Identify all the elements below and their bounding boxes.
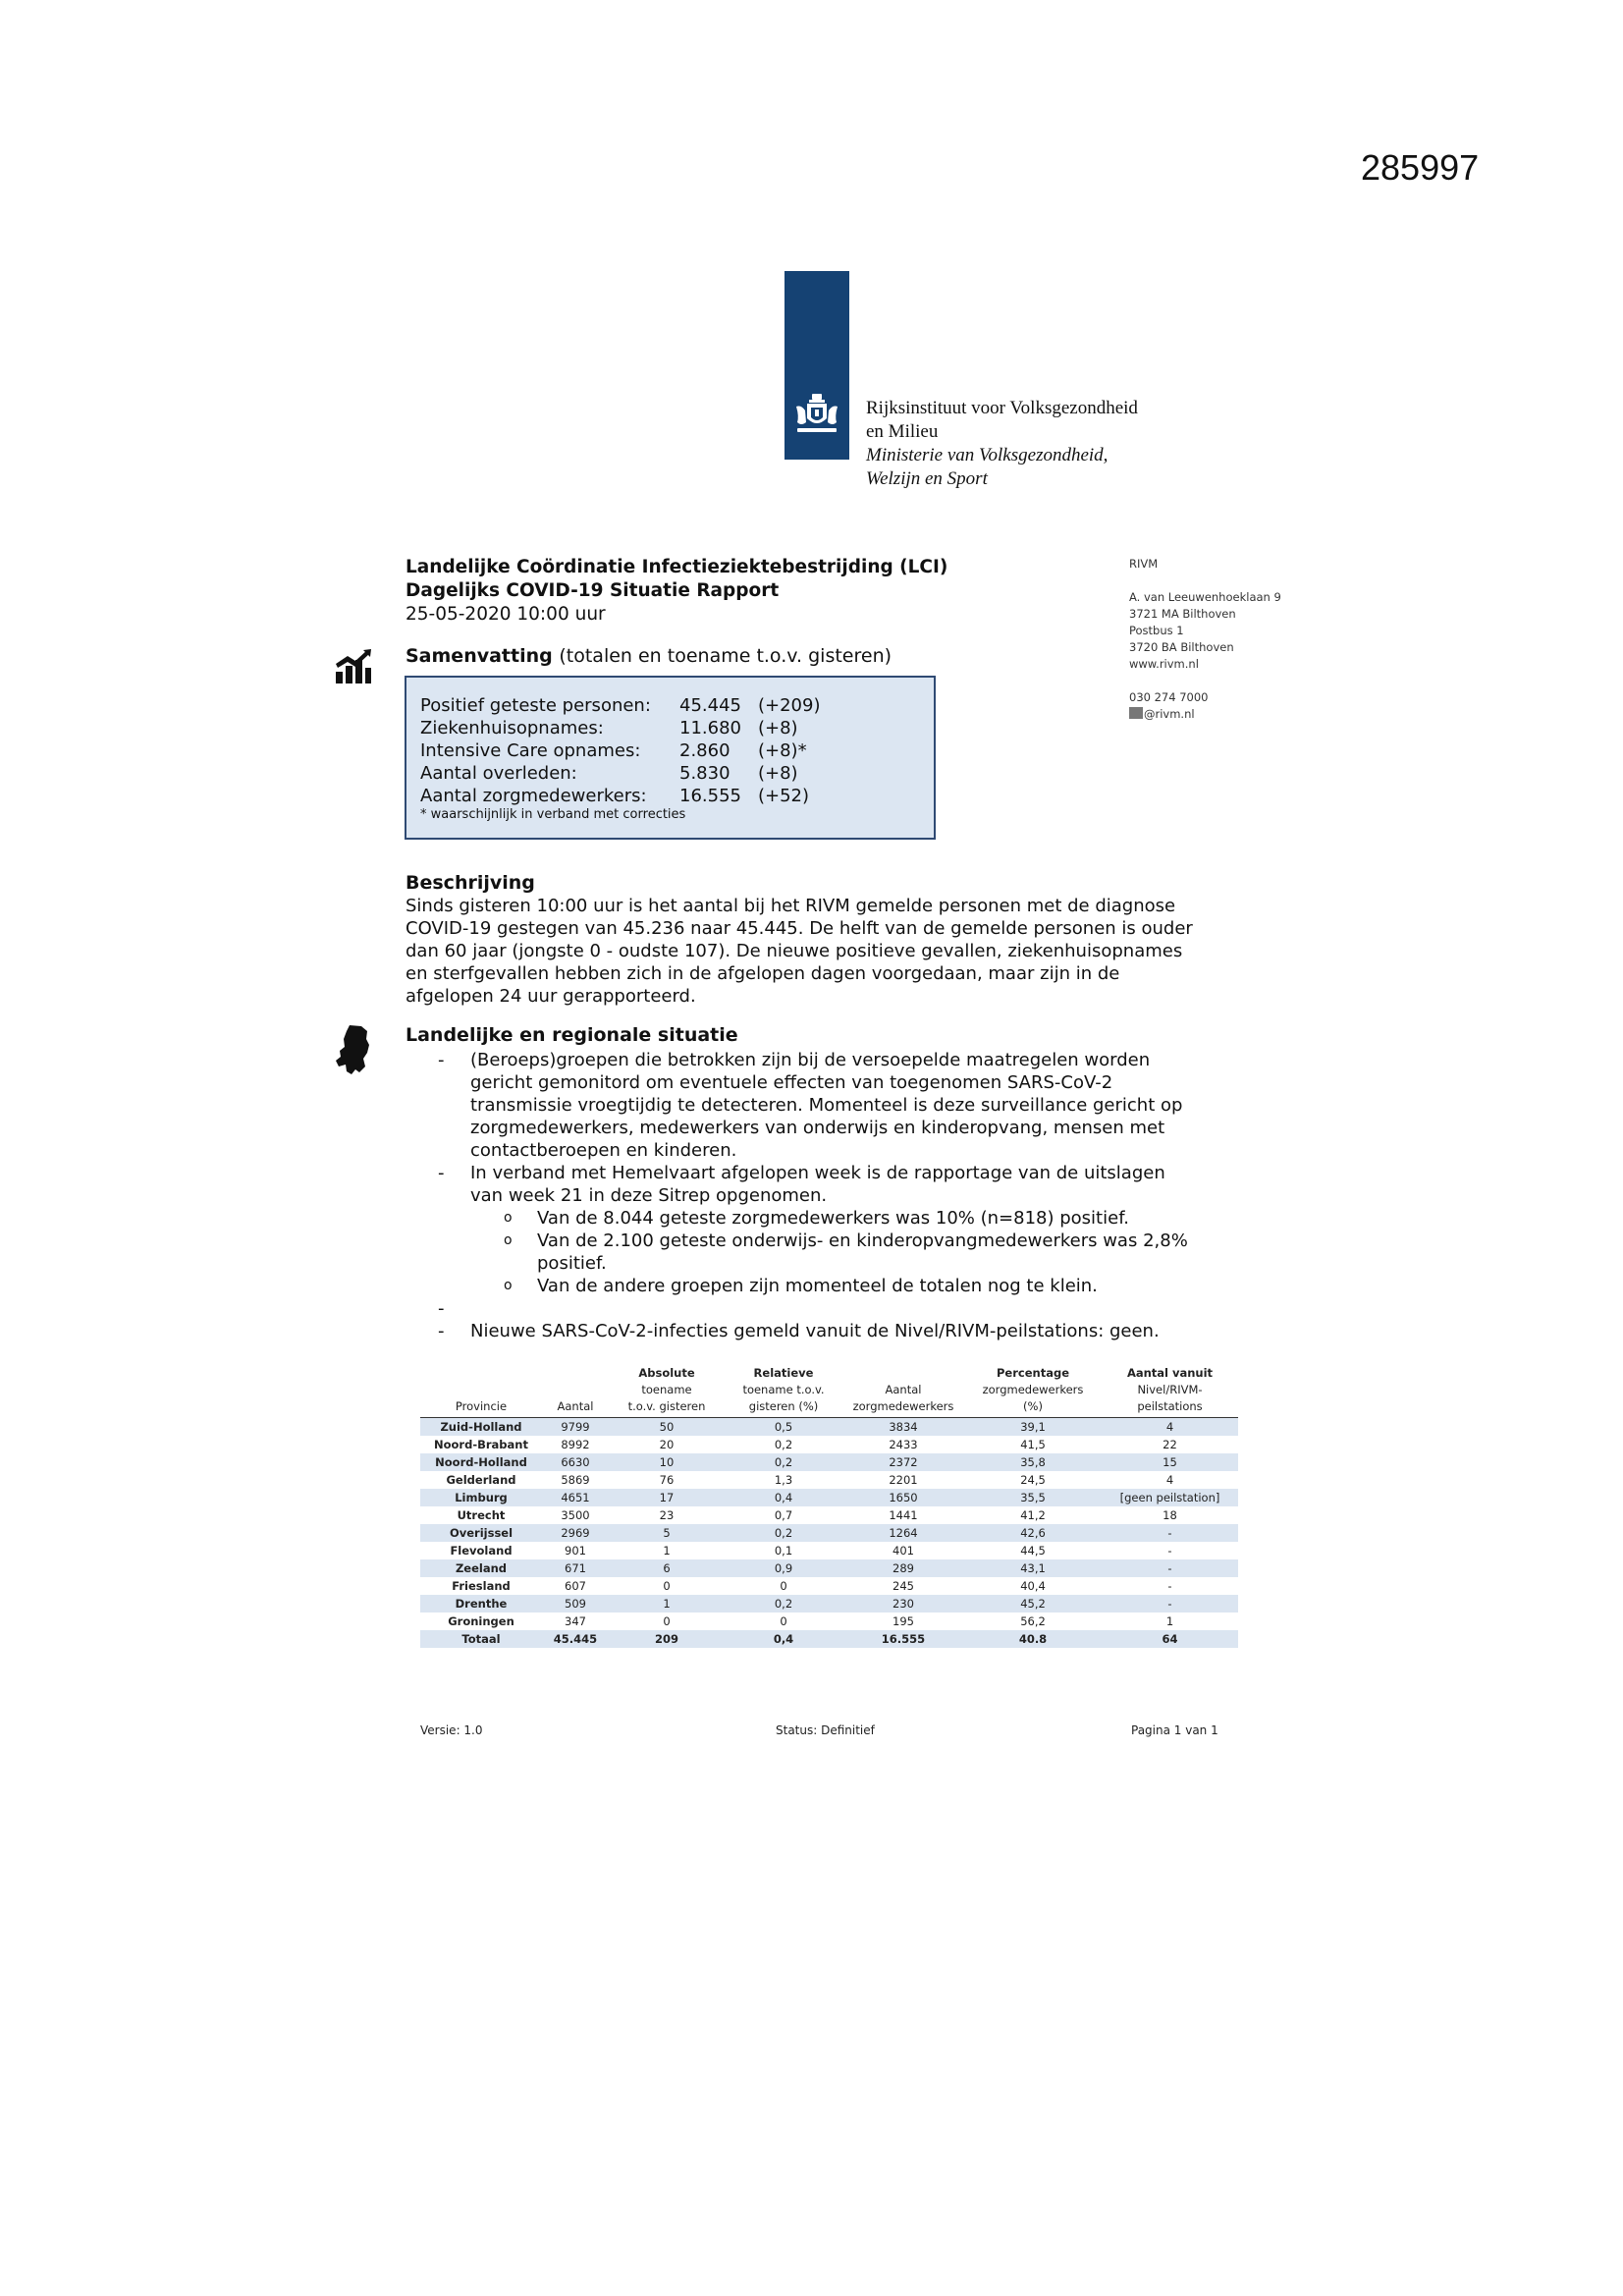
table-cell: 17 (609, 1489, 725, 1506)
table-cell: 0,7 (774, 1508, 793, 1522)
bullet-dash: - (438, 1298, 445, 1319)
table-cell: 42,6 (964, 1524, 1102, 1542)
summary-label: Aantal overleden: (420, 763, 577, 784)
table-cell: 6630 (542, 1453, 609, 1471)
footer-page: Pagina 1 van 1 (1131, 1723, 1218, 1737)
table-cell: 230 (842, 1595, 964, 1613)
subbullet-text: Van de 8.044 geteste zorgmedewerkers was 10% (n=818) positief. (537, 1208, 1129, 1229)
table-cell: Noord-Brabant (434, 1438, 528, 1451)
table-cell: 50 (609, 1418, 725, 1437)
table-cell: 40,4 (1020, 1579, 1046, 1593)
table-cell: 2433 (889, 1438, 918, 1451)
summary-box (405, 676, 936, 840)
table-cell: 0,4 (725, 1489, 842, 1506)
summary-label: Aantal zorgmedewerkers: (420, 786, 647, 806)
description-line: COVID-19 gestegen van 45.236 naar 45.445. De helft van de gemelde personen is ouder (406, 918, 1193, 939)
table-row (420, 1436, 1238, 1453)
rijksoverheid-logo-bar (784, 271, 849, 460)
table-cell: 3500 (561, 1508, 590, 1522)
table-cell: 43,1 (964, 1559, 1102, 1577)
summary-label: Positief geteste personen: (420, 695, 651, 716)
subbullet-text: positief. (537, 1253, 607, 1274)
address-block (1129, 556, 1281, 723)
table-cell: 0 (780, 1579, 787, 1593)
table-row (420, 1524, 1238, 1542)
table-cell: Overijssel (420, 1524, 542, 1542)
table-cell: [geen peilstation] (1102, 1489, 1238, 1506)
address-email: @rivm.nl (1144, 707, 1195, 721)
summary-delta: (+8) (758, 718, 798, 738)
table-cell: 15 (1102, 1453, 1238, 1471)
regional-bullet-1 (406, 1049, 1240, 1162)
footer-version: Versie: 1.0 (420, 1723, 483, 1737)
regional-section (406, 1024, 1240, 1342)
report-date: 25-05-2020 10:00 uur (406, 604, 606, 625)
table-total-cell: 16.555 (842, 1630, 964, 1648)
table-row (420, 1453, 1238, 1471)
address-postcity: 3720 BA Bilthoven (1129, 640, 1234, 654)
subbullet-text: Van de andere groepen zijn momenteel de totalen nog te klein. (537, 1276, 1098, 1296)
summary-footnote: * waarschijnlijk in verband met correcties (420, 807, 686, 822)
table-cell: - (1167, 1544, 1172, 1558)
table-cell: - (1102, 1524, 1238, 1542)
netherlands-map-icon (334, 1023, 373, 1078)
table-total-cell: 0,4 (725, 1630, 842, 1648)
th-percentage: Percentage zorgmedewerkers (%) (964, 1365, 1102, 1418)
table-cell: 76 (659, 1473, 675, 1487)
bullet-text-line: zorgmedewerkers, medewerkers van onderwijs en kinderopvang, mensen met (470, 1118, 1165, 1138)
table-cell: Zeeland (420, 1559, 542, 1577)
address-city: 3721 MA Bilthoven (1129, 607, 1236, 621)
table-cell: 1 (663, 1544, 671, 1558)
summary-delta: (+52) (758, 786, 810, 806)
table-row (420, 1613, 1238, 1630)
summary-heading (406, 645, 892, 667)
table-cell: 0,2 (725, 1524, 842, 1542)
description-line: en sterfgevallen hebben zich in de afgelopen dagen voorgedaan, maar zijn in de (406, 963, 1120, 984)
table-row (420, 1489, 1238, 1506)
table-total-row (420, 1630, 1238, 1648)
table-cell: 4651 (542, 1489, 609, 1506)
table-cell: Friesland (452, 1579, 511, 1593)
table-cell: 5869 (561, 1473, 590, 1487)
description-heading: Beschrijving (406, 872, 535, 894)
table-cell: 1264 (842, 1524, 964, 1542)
table-cell: - (1102, 1559, 1238, 1577)
summary-value: 5.830 (679, 763, 730, 784)
address-web: www.rivm.nl (1129, 657, 1199, 671)
table-cell: 56,2 (1020, 1614, 1046, 1628)
report-header (406, 556, 947, 627)
summary-delta: (+209) (758, 695, 821, 716)
table-total-cell: Totaal (420, 1630, 542, 1648)
table-cell: 0,5 (725, 1418, 842, 1437)
table-total-cell: 40.8 (964, 1630, 1102, 1648)
summary-label: Ziekenhuisopnames: (420, 718, 604, 738)
table-cell: 901 (565, 1544, 586, 1558)
regional-subbullet-2 (406, 1230, 1240, 1275)
table-cell: 289 (842, 1559, 964, 1577)
table-cell: 10 (609, 1453, 725, 1471)
subbullet-marker: o (504, 1210, 513, 1226)
th-relatieve: Relatieve toename t.o.v. gisteren (%) (725, 1365, 842, 1418)
table-row (420, 1559, 1238, 1577)
regional-subbullet-1 (406, 1207, 1240, 1230)
table-cell: 1 (1165, 1614, 1174, 1628)
table-total-cell: 209 (609, 1630, 725, 1648)
table-cell: 2201 (889, 1473, 918, 1487)
bullet-text-line: contactberoepen en kinderen. (470, 1140, 737, 1161)
summary-heading-note: (totalen en toename t.o.v. gisteren) (559, 645, 893, 667)
table-row (420, 1471, 1238, 1489)
table-cell: 671 (542, 1559, 609, 1577)
footer-status: Status: Definitief (776, 1723, 875, 1737)
table-header-row (420, 1365, 1238, 1418)
bullet-text-line: van week 21 in deze Sitrep opgenomen. (470, 1185, 828, 1206)
bullet-dash: - (438, 1050, 445, 1070)
table-cell: 5 (609, 1524, 725, 1542)
bullet-dash: - (438, 1163, 445, 1183)
table-cell: 8992 (561, 1438, 590, 1451)
table-cell: Noord-Holland (420, 1453, 542, 1471)
table-cell: 24,5 (1020, 1473, 1046, 1487)
table-cell: 9799 (542, 1418, 609, 1437)
table-cell: Groningen (448, 1614, 514, 1628)
description-line: Sinds gisteren 10:00 uur is het aantal bij het RIVM gemelde personen met de diagnose (406, 896, 1176, 916)
table-cell: 4 (1102, 1418, 1238, 1437)
table-cell: 4 (1165, 1473, 1174, 1487)
table-cell: 347 (565, 1614, 586, 1628)
table-cell: 39,1 (964, 1418, 1102, 1437)
table-cell: 2372 (842, 1453, 964, 1471)
summary-value: 11.680 (679, 718, 741, 738)
summary-value: 2.860 (679, 740, 730, 761)
summary-heading-title: Samenvatting (406, 645, 553, 667)
address-email-line (1129, 706, 1281, 723)
subbullet-marker: o (504, 1232, 513, 1248)
table-cell: 0,2 (725, 1595, 842, 1613)
table-cell: Limburg (420, 1489, 542, 1506)
regional-bullet-4 (406, 1320, 1240, 1342)
table-cell: 0,2 (725, 1453, 842, 1471)
table-cell: 35,8 (964, 1453, 1102, 1471)
table-cell: 1 (609, 1595, 725, 1613)
table-cell: Drenthe (420, 1595, 542, 1613)
table-cell: 401 (893, 1544, 914, 1558)
address-org: RIVM (1129, 557, 1159, 571)
redaction-box (1129, 707, 1143, 719)
th-aantal: Aantal (542, 1365, 609, 1418)
table-cell: - (1102, 1595, 1238, 1613)
subbullet-text: Van de 2.100 geteste onderwijs- en kinderopvangmedewerkers was 2,8% (537, 1230, 1188, 1251)
th-absolute: Absolute toename t.o.v. gisteren (609, 1365, 725, 1418)
table-cell: 195 (893, 1614, 914, 1628)
table-row (420, 1418, 1238, 1437)
province-table (420, 1365, 1238, 1648)
regional-bullet-2 (406, 1162, 1240, 1207)
ministry-line1: Ministerie van Volksgezondheid, (866, 445, 1109, 465)
report-subtitle: Dagelijks COVID-19 Situatie Rapport (406, 580, 780, 601)
table-row (420, 1577, 1238, 1595)
table-cell: 22 (1163, 1438, 1177, 1451)
table-total-cell: 45.445 (542, 1630, 609, 1648)
crest-icon (793, 393, 840, 436)
org-name-line2: en Milieu (866, 421, 939, 442)
organisation-name (866, 397, 1138, 491)
bullet-text-line: In verband met Hemelvaart afgelopen week is de rapportage van de uitslagen (470, 1163, 1165, 1183)
th-provincie: Provincie (420, 1365, 542, 1418)
table-cell: 44,5 (1020, 1544, 1046, 1558)
table-cell: 41,5 (1020, 1438, 1046, 1451)
table-cell: 1650 (842, 1489, 964, 1506)
table-cell: 23 (659, 1508, 675, 1522)
table-cell: 0 (663, 1579, 671, 1593)
table-cell: 3834 (842, 1418, 964, 1437)
table-cell: 6 (609, 1559, 725, 1577)
regional-heading: Landelijke en regionale situatie (406, 1024, 738, 1046)
document-number: 285997 (1361, 147, 1480, 188)
table-row (420, 1542, 1238, 1559)
table-cell: Utrecht (457, 1508, 506, 1522)
address-phone: 030 274 7000 (1129, 690, 1209, 704)
description-line: dan 60 jaar (jongste 0 - oudste 107). De nieuwe positieve gevallen, ziekenhuisopnames (406, 941, 1183, 961)
summary-label: Intensive Care opnames: (420, 740, 641, 761)
regional-subbullet-3 (406, 1275, 1240, 1297)
bullet-text-line: gericht gemonitord om eventuele effecten van toegenomen SARS-CoV-2 (470, 1072, 1113, 1093)
table-cell: 18 (1163, 1508, 1177, 1522)
summary-delta: (+8)* (758, 740, 807, 761)
table-cell: 0,9 (725, 1559, 842, 1577)
statistics-icon (334, 648, 373, 685)
table-cell: 0,1 (774, 1544, 793, 1558)
report-title: Landelijke Coördinatie Infectieziektebestrijding (LCI) (406, 557, 948, 577)
summary-delta: (+8) (758, 763, 798, 784)
address-street: A. van Leeuwenhoeklaan 9 (1129, 590, 1281, 604)
ministry-line2: Welzijn en Sport (866, 468, 988, 489)
table-cell: - (1167, 1579, 1172, 1593)
bullet-text-line: (Beroeps)groepen die betrokken zijn bij de versoepelde maatregelen worden (470, 1050, 1151, 1070)
province-table-body (420, 1418, 1238, 1649)
table-cell: 509 (542, 1595, 609, 1613)
bullet-text-line: transmissie vroegtijdig te detecteren. Momenteel is deze surveillance gericht op (470, 1095, 1183, 1116)
regional-bullet-3-empty (406, 1297, 1240, 1320)
th-peilstations: Aantal vanuit Nivel/RIVM- peilstations (1102, 1365, 1238, 1418)
summary-value: 16.555 (679, 786, 741, 806)
table-row (420, 1506, 1238, 1524)
table-total-cell: 64 (1102, 1630, 1238, 1648)
table-cell: 0 (780, 1614, 787, 1628)
bullet-dash: - (438, 1321, 445, 1341)
table-cell: 20 (659, 1438, 675, 1451)
description-line: afgelopen 24 uur gerapporteerd. (406, 986, 696, 1007)
address-postbus: Postbus 1 (1129, 624, 1184, 637)
org-name-line1: Rijksinstituut voor Volksgezondheid (866, 398, 1138, 418)
table-cell: 245 (893, 1579, 914, 1593)
table-cell: 41,2 (1020, 1508, 1046, 1522)
table-cell: 607 (565, 1579, 586, 1593)
table-cell: Zuid-Holland (420, 1418, 542, 1437)
table-cell: 0 (663, 1614, 671, 1628)
table-cell: 1,3 (774, 1473, 793, 1487)
table-cell: 0,2 (774, 1438, 793, 1451)
table-cell: 35,5 (964, 1489, 1102, 1506)
summary-value: 45.445 (679, 695, 741, 716)
table-cell: 45,2 (964, 1595, 1102, 1613)
subbullet-marker: o (504, 1278, 513, 1293)
table-cell: Gelderland (446, 1473, 516, 1487)
table-cell: 1441 (889, 1508, 918, 1522)
bullet-text-line: Nieuwe SARS-CoV-2-infecties gemeld vanuit de Nivel/RIVM-peilstations: geen. (470, 1321, 1160, 1341)
th-zorgmedewerkers: Aantal zorgmedewerkers (842, 1365, 964, 1418)
table-cell: 2969 (542, 1524, 609, 1542)
description-section (406, 872, 1240, 1008)
table-row (420, 1595, 1238, 1613)
table-cell: Flevoland (450, 1544, 513, 1558)
